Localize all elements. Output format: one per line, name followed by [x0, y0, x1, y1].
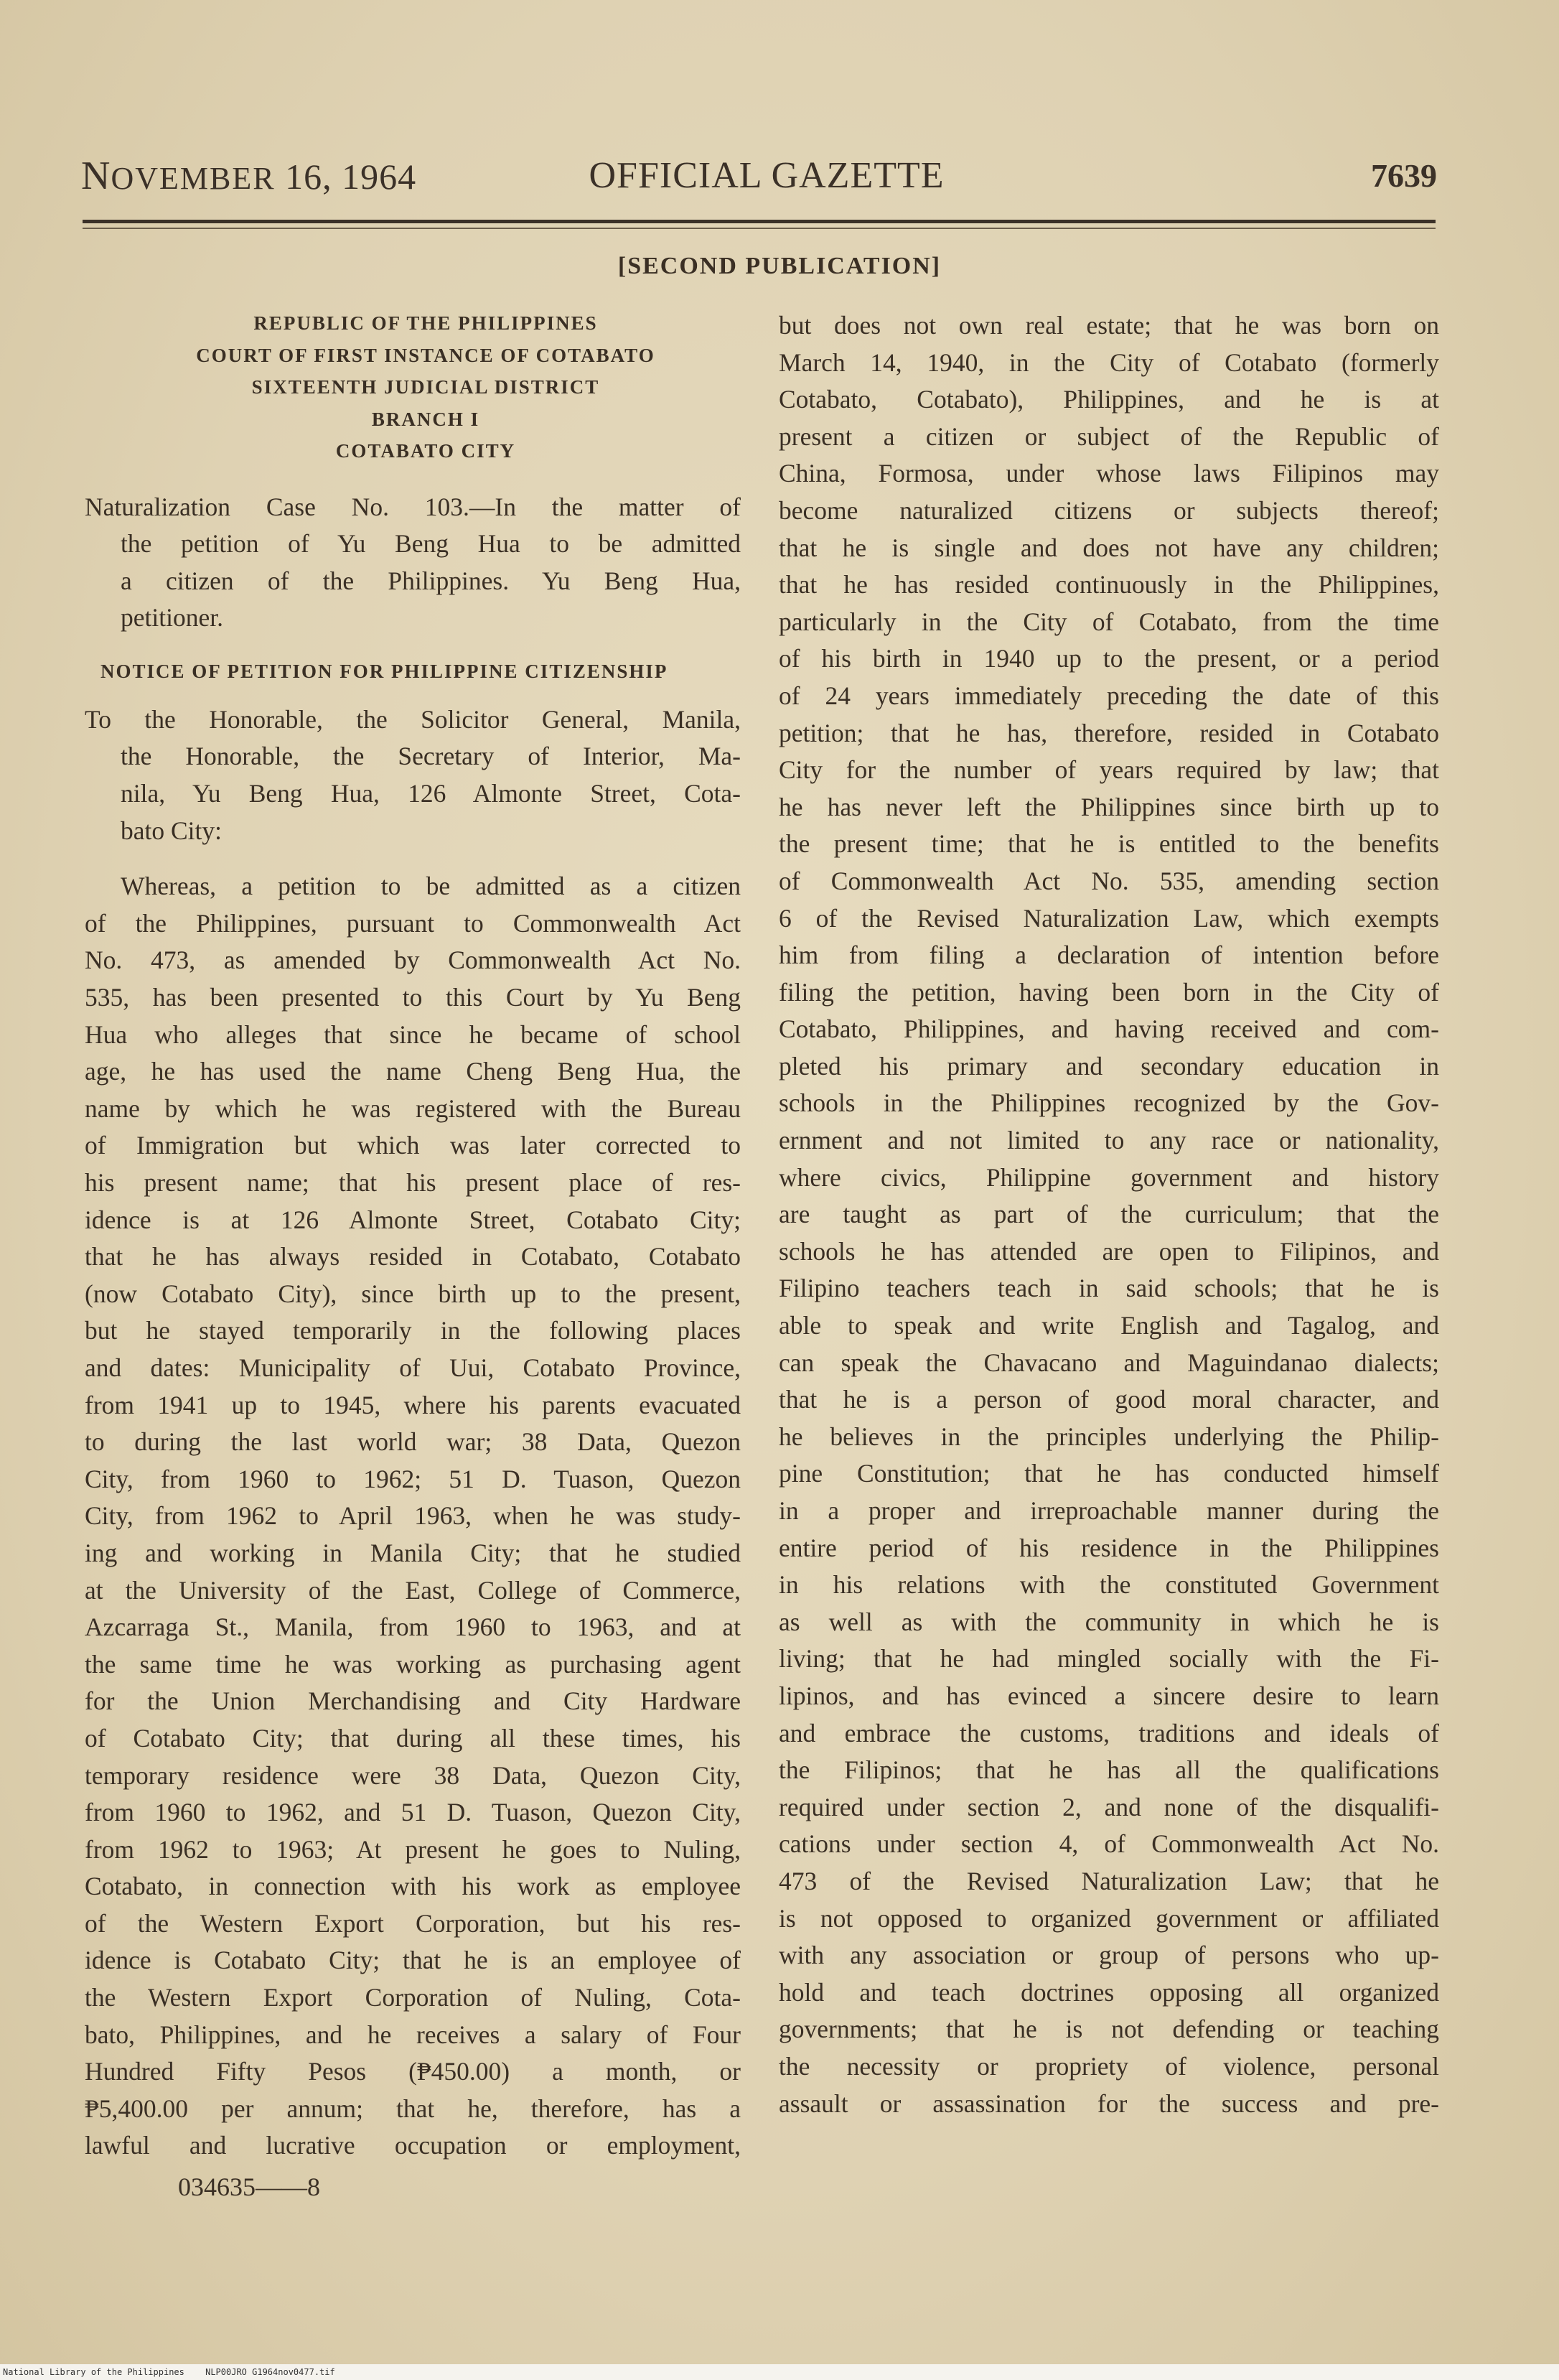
text-line: petition; that he has, therefore, resided in Cotabato — [779, 718, 1439, 747]
text-line: of 24 years immediately preceding the date of this — [779, 681, 1439, 710]
text-line: City for the number of years required by law; that — [779, 755, 1439, 785]
text-line: that he is single and does not have any children; — [779, 533, 1439, 562]
court-heading-line: SIXTEENTH JUDICIAL DISTRICT — [251, 376, 600, 398]
text-line: of Commonwealth Act No. 535, amending section — [779, 866, 1439, 895]
text-line: his present name; that his present place of res- — [85, 1168, 741, 1197]
gazette-title: OFFICIAL GAZETTE — [589, 155, 945, 196]
header-rule-thin — [83, 228, 1436, 229]
text-line: bato, Philippines, and he receives a salary of Four — [85, 2020, 741, 2049]
text-line: to during the last world war; 38 Data, Quezon — [85, 1427, 741, 1457]
text-line: at the University of the East, College of Commerce, — [85, 1575, 741, 1605]
text-line: 6 of the Revised Naturalization Law, which exempts — [779, 903, 1439, 933]
text-line: cations under section 4, of Commonwealth Act No. — [779, 1829, 1439, 1859]
text-line: but does not own real estate; that he was born on — [779, 311, 1439, 340]
court-heading-line: REPUBLIC OF THE PHILIPPINES — [253, 312, 598, 334]
text-line: able to speak and write English and Tagalog, and — [779, 1311, 1439, 1340]
text-line: No. 473, as amended by Commonwealth Act No. — [85, 946, 741, 975]
header-rule — [83, 220, 1436, 223]
text-line: and dates: Municipality of Uui, Cotabato Province, — [85, 1353, 741, 1382]
text-line: ing and working in Manila City; that he studied — [85, 1538, 741, 1567]
text-line: him from filing a declaration of intention before — [779, 941, 1439, 970]
text-line: is not opposed to organized government or affiliated — [779, 1903, 1439, 1933]
text-line: are taught as part of the curriculum; that the — [779, 1200, 1439, 1229]
text-line: hold and teach doctrines opposing all organized — [779, 1977, 1439, 2007]
text-line: as well as with the community in which he is — [779, 1607, 1439, 1636]
text-line: petitioner. — [121, 603, 223, 633]
text-line: governments; that he is not defending or teaching — [779, 2015, 1439, 2044]
text-line: China, Formosa, under whose laws Filipinos may — [779, 459, 1439, 488]
text-line: but he stayed temporarily in the following places — [85, 1316, 741, 1345]
text-line: with any association or group of persons who up- — [779, 1941, 1439, 1970]
text-line: become naturalized citizens or subjects thereof; — [779, 495, 1439, 525]
case-caption — [85, 489, 741, 637]
text-line: from 1962 to 1963; At present he goes to Nuling, — [85, 1834, 741, 1864]
text-line: entire period of his residence in the Philippines — [779, 1533, 1439, 1562]
text-line: schools he has attended are open to Filipinos, and — [779, 1236, 1439, 1266]
text-line: idence is at 126 Almonte Street, Cotabato City; — [85, 1205, 741, 1234]
court-heading-line: COURT OF FIRST INSTANCE OF COTABATO — [196, 344, 655, 366]
left-column — [85, 307, 741, 2206]
text-line: of Cotabato City; that during all these times, his — [85, 1723, 741, 1753]
text-line: a citizen of the Philippines. Yu Beng Hua, — [121, 566, 741, 595]
text-line: of the Western Export Corporation, but his res- — [85, 1908, 741, 1938]
text-line: ₱5,400.00 per annum; that he, therefore, has a — [85, 2094, 741, 2123]
court-heading — [85, 307, 673, 467]
text-line: filing the petition, having been born in the City of — [779, 977, 1439, 1007]
text-line: the Filipinos; that he has all the qualifications — [779, 1755, 1439, 1785]
text-line: the necessity or propriety of violence, personal — [779, 2051, 1439, 2081]
court-heading-line: BRANCH I — [371, 408, 480, 430]
text-line: Hundred Fifty Pesos (₱450.00) a month, or — [85, 2057, 741, 2086]
text-line: for the Union Merchandising and City Hardware — [85, 1686, 741, 1716]
text-line: Whereas, a petition to be admitted as a citizen — [121, 872, 741, 901]
text-line: Filipino teachers teach in said schools; that he is — [779, 1274, 1439, 1303]
notice-title: NOTICE OF PETITION FOR PHILIPPINE CITIZENSHIP — [100, 660, 668, 682]
text-line: in a proper and irreproachable manner during the — [779, 1496, 1439, 1525]
text-line: of his birth in 1940 up to the present, or a period — [779, 644, 1439, 673]
text-line: lipinos, and has evinced a sincere desire to learn — [779, 1681, 1439, 1710]
text-line: age, he has used the name Cheng Beng Hua, the — [85, 1057, 741, 1086]
text-line: the petition of Yu Beng Hua to be admitted — [121, 529, 741, 559]
text-line: City, from 1962 to April 1963, when he was study- — [85, 1501, 741, 1531]
text-line: living; that he had mingled socially with the Fi- — [779, 1644, 1439, 1674]
page-number: 7639 — [1371, 157, 1437, 194]
text-line: pleted his primary and secondary education in — [779, 1051, 1439, 1081]
text-line: that he is a person of good moral character, and — [779, 1385, 1439, 1414]
addressees — [85, 701, 741, 849]
text-line: Cotabato, in connection with his work as employee — [85, 1872, 741, 1901]
text-line: Azcarraga St., Manila, from 1960 to 1963, and at — [85, 1613, 741, 1642]
text-line: where civics, Philippine government and history — [779, 1162, 1439, 1192]
text-line: assault or assassination for the success and pre- — [779, 2089, 1439, 2118]
text-line: Cotabato, Cotabato), Philippines, and he is at — [779, 385, 1439, 414]
text-line: 473 of the Revised Naturalization Law; that he — [779, 1866, 1439, 1895]
text-line: pine Constitution; that he has conducted himself — [779, 1459, 1439, 1488]
text-line: from 1960 to 1962, and 51 D. Tuason, Quezon City, — [85, 1798, 741, 1827]
text-line: and embrace the customs, traditions and ideals of — [779, 1718, 1439, 1747]
text-line: the present time; that he is entitled to the benefits — [779, 829, 1439, 859]
text-line: the same time he was working as purchasing agent — [85, 1649, 741, 1679]
text-line: City, from 1960 to 1962; 51 D. Tuason, Quezon — [85, 1464, 741, 1493]
text-line: he has never left the Philippines since birth up to — [779, 792, 1439, 821]
text-line: present a citizen or subject of the Republic of — [779, 421, 1439, 451]
issue-date: NOVEMBER 16, 1964 — [81, 154, 417, 198]
text-line: that he has resided continuously in the Philippines, — [779, 570, 1439, 599]
publication-label: [SECOND PUBLICATION] — [617, 253, 942, 279]
text-line: the Western Export Corporation of Nuling, Cota- — [85, 1983, 741, 2012]
text-line: temporary residence were 38 Data, Quezon City, — [85, 1760, 741, 1790]
text-line: can speak the Chavacano and Maguindanao dialects; — [779, 1348, 1439, 1377]
text-line: Cotabato, Philippines, and having received and com- — [779, 1014, 1439, 1044]
court-heading-line: COTABATO CITY — [335, 440, 516, 462]
right-column — [779, 307, 1439, 2122]
text-line: from 1941 up to 1945, where his parents evacuated — [85, 1390, 741, 1419]
text-line: he believes in the principles underlying the Philip- — [779, 1422, 1439, 1451]
petition-body-left — [85, 868, 741, 2165]
text-line: (now Cotabato City), since birth up to the present, — [85, 1279, 741, 1308]
text-line: Naturalization Case No. 103.—In the matter of — [85, 492, 741, 521]
reference-code: 034635——8 — [178, 2173, 320, 2202]
text-line: of Immigration but which was later corrected to — [85, 1131, 741, 1160]
text-line: bato City: — [121, 816, 223, 845]
text-line: 535, has been presented to this Court by Yu Beng — [85, 983, 741, 1012]
text-line: required under section 2, and none of the disqualifi- — [779, 1792, 1439, 1821]
text-line: nila, Yu Beng Hua, 126 Almonte Street, Cota- — [121, 779, 741, 808]
text-line: of the Philippines, pursuant to Commonwealth Act — [85, 908, 741, 938]
text-line: To the Honorable, the Solicitor General, Manila, — [85, 704, 741, 734]
scan-footer — [0, 2364, 1559, 2380]
text-line: in his relations with the constituted Government — [779, 1570, 1439, 1600]
text-line: the Honorable, the Secretary of Interior, Ma- — [121, 742, 741, 771]
file-id: NLP00JRO G1964nov0477.tif — [205, 2367, 335, 2377]
text-line: name by which he was registered with the Bureau — [85, 1093, 741, 1123]
text-line: Hua who alleges that since he became of school — [85, 1019, 741, 1049]
petition-body-right — [779, 307, 1439, 2122]
text-line: schools in the Philippines recognized by the Gov- — [779, 1088, 1439, 1118]
text-line: March 14, 1940, in the City of Cotabato (formerly — [779, 347, 1439, 377]
text-line: that he has always resided in Cotabato, Cotabato — [85, 1242, 741, 1271]
text-line: idence is Cotabato City; that he is an employee of — [85, 1946, 741, 1975]
text-line: lawful and lucrative occupation or employment, — [85, 2131, 741, 2160]
text-line: particularly in the City of Cotabato, from the time — [779, 607, 1439, 636]
library-name: National Library of the Philippines — [3, 2367, 184, 2377]
text-line: ernment and not limited to any race or nationality, — [779, 1126, 1439, 1155]
